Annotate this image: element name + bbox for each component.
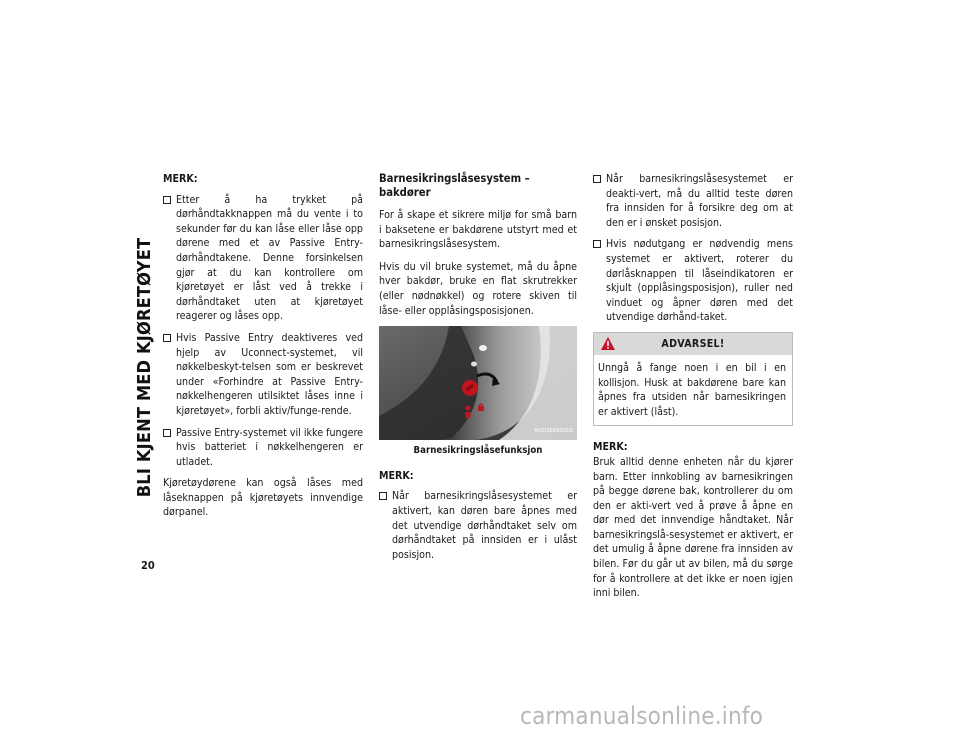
section-sidebar-title [132,182,158,552]
body-paragraph: For å skape et sikrere miljø for små barn i baksetene er bakdørene utstyrt med et barnesikringslåsesystem. [379,209,577,251]
note-bullet-list [379,489,577,562]
bullet-item: Når barnesikringslåsesystemet er deakti-vert, må du alltid teste døren fra innsiden for å forsikre deg om at den er i ønsket posisjon. [593,172,793,230]
note-label: MERK: [163,173,198,185]
warning-text: Unngå å fange noen i en bil i en kollisjon. Husk at bakdørene bare kan åpnes fra utsiden når barnesikringen er aktivert (låst). [598,361,786,418]
bullet-item: Hvis nødutgang er nødvendig mens systemet er aktivert, roterer du dørlåsknappen til låseindikatoren er skjult (opplåsingsposisjon), ruller ned vinduet og åpner døren med det utvendige dørhånd-taket. [593,237,793,325]
column-2 [379,172,577,569]
warning-box [593,332,793,426]
section-title-text: BLI KJENT MED KJØRETØYET [134,237,156,497]
bullet-item: Hvis Passive Entry deaktiveres ved hjelp av Uconnect-systemet, vil nøkkelbeskyt-telsen som er beskrevet under «Forhindre at Passive Entry-nøkkelhengeren utilsiktet låses inne i kjøretøyet», forbli aktiv/funge-rende. [163,331,363,419]
figure-code: M0310000033US [534,427,573,434]
bullet-item: Etter å ha trykket på dørhåndtakknappen må du vente i to sekunder før du kan låse eller låse opp dørene med et av Passive Entry-dørhåndtakene. Denne forsinkelsen gjør at du kan kontrollere om kjøretøyet er låst ved å trekke i dørhåndtaket uten at kjøretøyet reagerer og låses opp. [163,193,363,324]
note-label: MERK: [593,441,628,454]
latch-screw [479,345,487,351]
note-bullet-list [163,193,363,470]
warning-header [594,333,792,355]
checkbox-bullet-icon [163,429,171,437]
column-1 [163,172,363,528]
bullet-list [593,172,793,325]
page-number: 20 [141,559,155,572]
section-heading: Barnesikringslåsesystem – bakdører [379,172,530,199]
note-paragraph: Bruk alltid denne enheten når du kjører barn. Etter innkobling av barnesikringen på begge dørene bak, kontrollerer du om den er akti-vert ved å prøve å åpne en dør med det innvendige håndtaket. Når barnesikringslå-sesystemet er aktivert, er det umulig å åpne dørene fra innsiden av bilen. Før du går ut av bilen, må du sørge for å kontrollere at det ikke er noen igjen inni bilen. [593,455,793,600]
column-3 [593,172,793,609]
checkbox-bullet-icon [163,196,171,204]
lock-symbol-icon [478,406,484,411]
warning-title: ADVARSEL! [661,337,725,350]
figure-caption: Barnesikringslåsefunksjon [413,445,543,457]
body-paragraph: Hvis du vil bruke systemet, må du åpne hver bakdør, bruke en flat skrutrekker (eller nødnøkkel) og rotere skiven til låse- eller opplåsingsposisjonen. [379,260,577,317]
checkbox-bullet-icon [593,240,601,248]
watermark-text: carmanualsonline.info [520,702,764,730]
checkbox-bullet-icon [379,492,387,500]
child-lock-figure [379,326,577,440]
bullet-item: Passive Entry-systemet vil ikke fungere hvis batteriet i nøkkelhengeren er utladet. [163,426,363,470]
bullet-item: Når barnesikringslåsesystemet er aktivert, kan døren bare åpnes med det utvendige dørhåndtaket selv om dørhåndtaket på innsiden er i ulåst posisjon. [379,489,577,562]
note-label: MERK: [379,469,414,482]
checkbox-bullet-icon [163,334,171,342]
checkbox-bullet-icon [593,175,601,183]
warning-triangle-icon [600,336,616,351]
body-paragraph: Kjøretøydørene kan også låses med låseknappen på kjøretøyets innvendige dørpanel. [163,477,363,519]
child-symbol-icon [465,412,471,418]
